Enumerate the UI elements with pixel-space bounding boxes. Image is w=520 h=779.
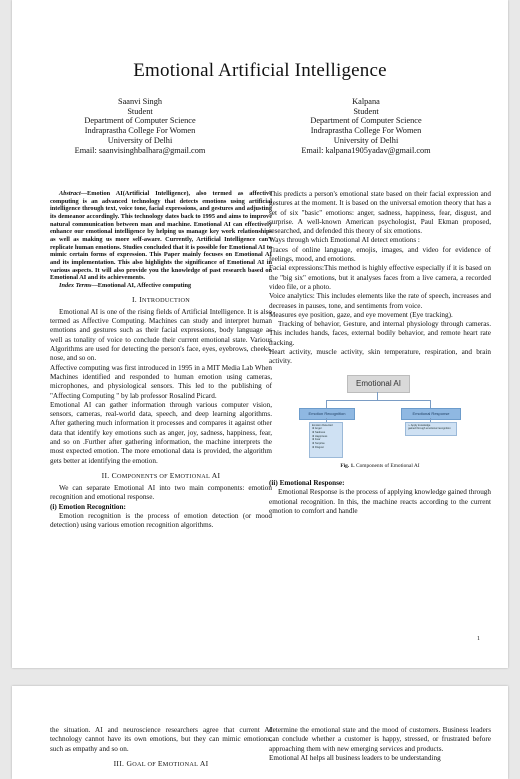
author-university: University of Delhi	[333, 135, 399, 145]
figure-list-item: gained through emotional recognition	[408, 427, 451, 431]
paragraph: Ways through which Emotional AI detect emotions :	[269, 236, 420, 245]
paragraph: Tracking of behavior, Gesture, and internal physiology through cameras. This includes hands, faces, external bodily behavior, and remote heart rate tracking.	[269, 320, 491, 347]
figure-node-emotional-ai: Emotional AI	[347, 375, 410, 393]
abstract-lead: Abstract	[59, 190, 81, 197]
paragraph: Affective computing was first introduced in 1995 in a MIT Media Lab When Machines identified and responded to human emotion using cameras, microphones, and physiological sensors. This led to the publishing of "Affecting Computing " by lab professor Rosalind Picard.	[50, 363, 272, 400]
index-terms	[50, 282, 272, 290]
author-college: Indraprastha College For Women	[84, 126, 196, 136]
figure-components	[269, 375, 491, 457]
paragraph: Emotional AI helps all business leaders to be understanding	[269, 753, 441, 762]
author-email[interactable]: Email: saanvisinghbalhara@gmail.com	[74, 145, 206, 155]
paper-page-2	[12, 686, 508, 779]
figure-list-item: ❖ Surprise	[312, 442, 325, 446]
paragraph: We can separate Emotional AI into two main components: emotion recognition and emotional response.	[50, 484, 272, 502]
paragraph: Measures eye position, gaze, and eye movement (Eye tracking).	[269, 310, 453, 319]
paragraph: determine the emotional state and the mood of customers. Business leaders can conclude whether a customer is happy, stressed, or frustrated before approaching them with new emerging services and products.	[269, 726, 491, 753]
figure-emotion-list: Emotion Detected ❖ Anger ❖ Sadness ❖ Happiness ❖ Fear ❖ Surprise ❖ Disgust	[309, 422, 343, 458]
paragraph: This predicts a person's emotional state based on their facial expression and gestures at the moment. It is based on the universal emotion theory that has a set of six "basic" emotions: anger, sadness, happiness, fear, disgust, and surprise. A well-known American psychologist, Paul Ekman proposed, researched, and defended this theory of six emotions.	[269, 190, 491, 236]
figure-list-item: ❖ Sadness	[312, 431, 326, 435]
abstract	[50, 190, 272, 282]
author-college: Indraprastha College For Women	[310, 126, 422, 136]
right-column	[269, 190, 491, 516]
figure-list-item: ❖ Fear	[312, 438, 321, 442]
paragraph: Traces of online language, emojis, images, and video for evidence of feelings, mood, and emotions.	[269, 245, 491, 264]
figure-connector	[430, 400, 431, 408]
left-column	[50, 726, 272, 772]
author-role: Student	[353, 106, 379, 116]
author-role: Student	[127, 106, 153, 116]
figure-node-emotion-recognition: Emotion Recognition	[299, 408, 355, 420]
figure-connector	[326, 400, 327, 408]
paragraph: Voice analytics: This includes elements like the rate of speech, increases and decreases in pauses, tone, and sentiments from voice.	[269, 292, 491, 310]
section-heading-goal: III. GOAL OF EMOTIONAL AI	[113, 758, 209, 768]
figure-response-list	[405, 422, 457, 436]
paragraph: Facial expressions:This method is highly effective especially if it is based on the "big six" emotions, but it analyses faces from a live camera, a recorded video file, or a photo.	[269, 264, 491, 291]
figure-list-item: ❖ Disgust	[312, 445, 324, 449]
author-university: University of Delhi	[107, 135, 173, 145]
paragraph: Heart activity, muscle activity, skin temperature, respiration, and brain activity.	[269, 348, 491, 366]
abstract-text: —Emotion AI(Artificial Intelligence), also termed as affective computing is an advanced technology that detects emotions using artificial intelligence through text, voice tone, facial expressions, and gestures and adjusting its demeanor accordingly. This technology dates back to 1995 and aims to improve natural communication between man and machine. Emotional AI can effectively enhance our emotional intelligence by helping us manage key work relationships as well as making us more self-aware. Currently, Artificial Intelligence can't replicate human emotions. Studies concluded that it is possible for Emotional AI to mimic certain forms of expression. This Paper mainly focuses on Emotional AI and its implementation. This also highlights the significance of Emotional AI in various aspects. It will also provide you the knowledge of past research based on Emotional AI and its achievements.	[50, 190, 272, 282]
index-terms-lead: Index Terms	[59, 281, 92, 289]
figure-list-item: ❖ Anger	[312, 427, 322, 431]
author-block-2	[266, 97, 466, 155]
figure-caption: Fig. 1. Components of Emotional AI	[340, 462, 420, 469]
section-heading-introduction: I. INTRODUCTION	[131, 294, 191, 304]
figure-connector	[377, 392, 378, 400]
page-number: 1	[477, 636, 480, 642]
author-name: Saanvi Singh	[117, 97, 163, 106]
figure-list-item: ➢ Apply knowledge	[408, 423, 431, 427]
subsection-heading: (ii) Emotional Response:	[269, 478, 345, 487]
paragraph: Emotional Response is the process of applying knowledge gained through emotional recognition. In this, the machine reacts according to the current emotion to comfort and handle	[269, 488, 491, 515]
paragraph: Emotion recognition is the process of emotion detection (or mood detection) using various emotion recognition algorithms.	[50, 512, 272, 530]
paper-title: Emotional Artificial Intelligence	[133, 60, 387, 81]
right-column	[269, 726, 491, 763]
figure-connector	[326, 400, 430, 401]
author-department: Department of Computer Science	[84, 116, 196, 126]
section-heading-components: II. COMPONENTS OF EMOTIONAL AI	[101, 470, 221, 480]
index-terms-text: —Emotional AI, Affective computing	[91, 281, 192, 289]
figure-node-emotional-response: Emotional Response	[401, 408, 461, 420]
paper-page-1	[12, 0, 508, 668]
subsection-heading: (i) Emotion Recognition:	[50, 502, 126, 511]
paragraph: Emotional AI can gather information through various computer vision, sensors, cameras, real-world data, speech, and deep learning algorithms. After gathering much information it processes and compares it against other data that identify key emotions such as anger, joy, sadness, happiness, fear, and so on .Further after gathering information, the machine interprets the most expected emotion. The more emotional data is provided, the algorithm gets better at identifying the emotion.	[50, 400, 272, 465]
figure-list-item: ❖ Happiness	[312, 434, 328, 438]
author-name: Kalpana	[352, 97, 380, 106]
author-email[interactable]: Email: kalpana1905yadav@gmail.com	[301, 145, 431, 155]
author-block-1	[40, 97, 240, 155]
author-department: Department of Computer Science	[310, 116, 422, 126]
paragraph: Emotional AI is one of the rising fields of Artificial Intelligence. It is also termed as Affective Computing. Machines can study and interpret human emotions and gestures such as their facial expressions, body language as well as tonality of voice to conclude their current emotional state. Various Algorithms are used for detecting the person's face, eyes, eyebrows, cheeks, nose, and so on.	[50, 307, 272, 363]
left-column	[50, 190, 272, 531]
paragraph: the situation. AI and neuroscience researchers agree that current AI technology cannot have its own emotions, but they can mimic emotions, such as empathy and so on.	[50, 726, 272, 753]
